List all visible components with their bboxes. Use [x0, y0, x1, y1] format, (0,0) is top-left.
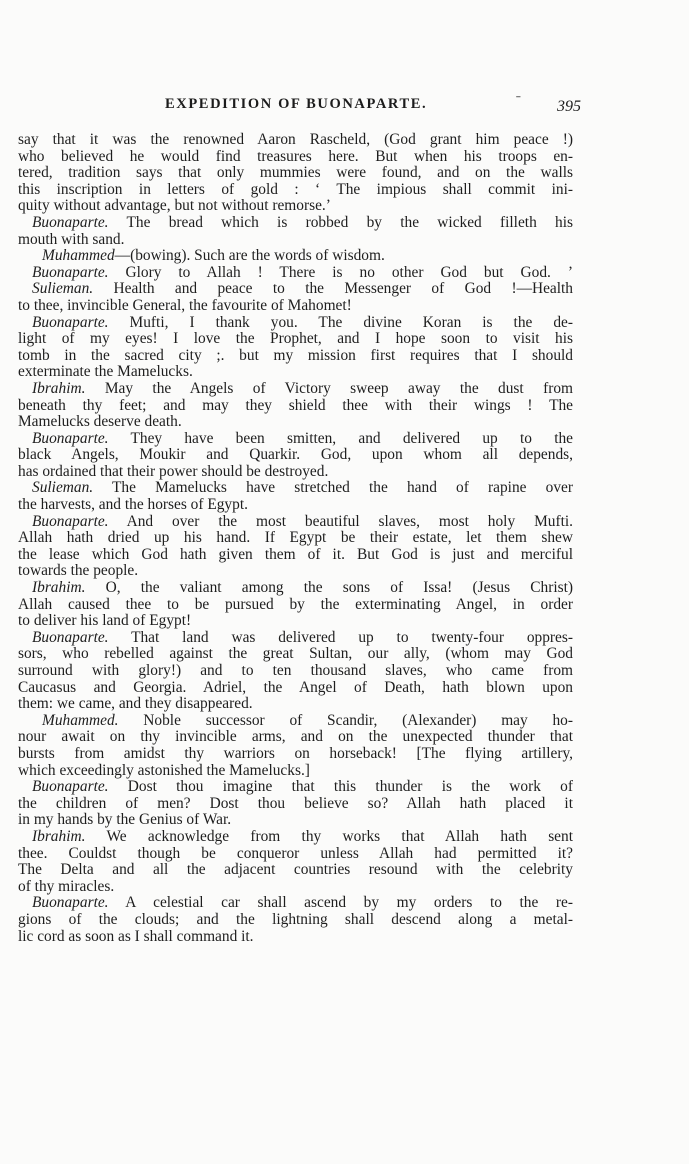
line-text: Mufti, I thank you. The divine Koran is the de-	[108, 313, 573, 331]
text-line	[18, 298, 573, 315]
line-text: the harvests, and the horses of Egypt.	[18, 496, 248, 514]
line-text: And over the most beautiful slaves, most holy Mufti.	[108, 512, 573, 530]
text-line	[18, 232, 573, 249]
text-line	[18, 248, 573, 265]
line-text: Allah hath dried up his hand. If Egypt be their estate, let them shew	[18, 529, 573, 547]
line-text: surround with glory!) and to ten thousand slaves, who came from	[18, 662, 573, 679]
line-text: to deliver his land of Egypt!	[18, 612, 192, 630]
text-line	[18, 862, 573, 879]
text-line	[18, 315, 573, 332]
text-line	[18, 796, 573, 813]
running-head: EXPEDITION OF BUONAPARTE.	[165, 96, 428, 112]
line-text: The Mamelucks have stretched the hand of rapine over	[93, 479, 573, 497]
line-text: black Angels, Moukir and Quarkir. God, upon whom all depends,	[18, 446, 573, 464]
line-text: who believed he would find treasures here. But when his troops en-	[18, 147, 573, 165]
text-line	[18, 895, 573, 912]
text-line	[18, 464, 573, 481]
line-text: A celestial car shall ascend by my orders to the re-	[108, 894, 573, 912]
speaker-name: Buonaparte.	[32, 628, 109, 646]
text-line	[18, 580, 573, 597]
speaker-name: Muhammed.	[42, 711, 119, 729]
line-text: nour await on thy invincible arms, and on the unexpected thunder that	[18, 728, 573, 746]
speaker-name: Buonaparte.	[32, 894, 109, 912]
text-line	[18, 281, 573, 298]
text-line	[18, 812, 573, 829]
text-line	[18, 563, 573, 580]
line-text: sors, who rebelled against the great Sultan, our ally, (whom may God	[18, 645, 573, 663]
line-text: tomb in the sacred city ;. but my mission first requires that I should	[18, 346, 573, 364]
text-line	[18, 530, 573, 547]
text-line	[18, 149, 573, 166]
text-line	[18, 198, 573, 215]
text-line	[18, 646, 573, 663]
text-line	[18, 132, 573, 149]
speaker-name: Buonaparte.	[32, 512, 109, 530]
text-line	[18, 663, 573, 680]
text-line	[18, 779, 573, 796]
speaker-name: Buonaparte.	[32, 213, 109, 231]
text-line	[18, 480, 573, 497]
text-line	[18, 746, 573, 763]
page-header	[30, 96, 590, 120]
text-line	[18, 165, 573, 182]
text-line	[18, 763, 573, 780]
body-text	[18, 132, 573, 945]
line-text: them: we came, and they disappeared.	[18, 695, 253, 713]
line-text: the lease which God hath given them of it. But God is just and merciful	[18, 545, 573, 563]
speaker-name: Muhammed	[42, 247, 115, 265]
speaker-name: Sulieman.	[32, 479, 94, 497]
text-line	[18, 547, 573, 564]
line-text: —(bowing). Such are the words of wisdom.	[114, 247, 385, 265]
line-text: lic cord as soon as I shall command it.	[18, 927, 254, 945]
text-line	[18, 680, 573, 697]
text-line	[18, 713, 573, 730]
line-text: towards the people.	[18, 562, 139, 580]
line-text: thee. Couldst though be conqueror unless Allah had permitted it?	[18, 844, 573, 862]
line-text: of thy miracles.	[18, 877, 115, 895]
text-line	[18, 348, 573, 365]
line-text: We acknowledge from thy works that Allah hath sent	[85, 827, 573, 845]
text-line	[18, 215, 573, 232]
speaker-name: Buonaparte.	[32, 313, 109, 331]
text-line	[18, 431, 573, 448]
line-text: O, the valiant among the sons of Issa! (Jesus Christ)	[85, 579, 573, 597]
speaker-name: Buonaparte.	[32, 263, 109, 281]
line-text: bursts from amidst thy warriors on horseback! [The flying artillery,	[18, 744, 573, 762]
text-line	[18, 696, 573, 713]
text-line	[18, 497, 573, 514]
text-line	[18, 447, 573, 464]
line-text: the children of men? Dost thou believe so? Allah hath placed it	[18, 794, 573, 812]
line-text: say that it was the renowned Aaron Rascheld, (God grant him peace !)	[18, 131, 573, 148]
line-text: to thee, invincible General, the favourite of Mahomet!	[18, 296, 352, 314]
text-line	[18, 829, 573, 846]
line-text: beneath thy feet; and may they shield thee with their wings ! The	[18, 396, 573, 414]
text-line	[18, 879, 573, 896]
line-text: mouth with sand.	[18, 230, 125, 248]
header-mark: ˉ	[516, 94, 521, 109]
text-line	[18, 331, 573, 348]
line-text: Caucasus and Georgia. Adriel, the Angel of Death, hath blown upon	[18, 678, 573, 696]
speaker-name: Buonaparte.	[32, 778, 109, 796]
text-line	[18, 364, 573, 381]
speaker-name: Buonaparte.	[32, 429, 109, 447]
text-line	[18, 398, 573, 415]
text-line	[18, 729, 573, 746]
line-text: Glory to Allah ! There is no other God but God. ’	[108, 263, 573, 281]
line-text: May the Angels of Victory sweep away the dust from	[85, 379, 573, 397]
text-line	[18, 846, 573, 863]
line-text: Health and peace to the Messenger of God !—Health	[93, 280, 573, 298]
speaker-name: Ibrahim.	[32, 579, 86, 597]
page-number: 395	[557, 98, 581, 115]
text-line	[18, 929, 573, 946]
line-text: light of my eyes! I love the Prophet, and I hope soon to visit his	[18, 330, 573, 348]
speaker-name: Sulieman.	[32, 280, 94, 298]
line-text: Noble successor of Scandir, (Alexander) may ho-	[118, 711, 573, 729]
text-line	[18, 265, 573, 282]
line-text: The bread which is robbed by the wicked filleth his	[108, 213, 573, 231]
line-text: Dost thou imagine that this thunder is the work of	[108, 778, 573, 796]
speaker-name: Ibrahim.	[32, 379, 86, 397]
line-text: which exceedingly astonished the Mamelucks.]	[18, 761, 310, 779]
line-text: has ordained that their power should be destroyed.	[18, 462, 329, 480]
line-text: The Delta and all the adjacent countries resound with the celebrity	[18, 861, 573, 879]
line-text: exterminate the Mamelucks.	[18, 363, 193, 381]
line-text: gions of the clouds; and the lightning shall descend along a metal-	[18, 910, 573, 928]
line-text: quity without advantage, but not without remorse.’	[18, 197, 331, 215]
line-text: Allah caused thee to be pursued by the exterminating Angel, in order	[18, 595, 573, 613]
text-line	[18, 514, 573, 531]
text-line	[18, 630, 573, 647]
line-text: in my hands by the Genius of War.	[18, 811, 232, 829]
text-line	[18, 414, 573, 431]
text-line	[18, 912, 573, 929]
text-line	[18, 613, 573, 630]
speaker-name: Ibrahim.	[32, 827, 86, 845]
line-text: tered, tradition says that only mummies were found, and on the walls	[18, 164, 573, 182]
text-line	[18, 381, 573, 398]
line-text: That land was delivered up to twenty-four oppres-	[108, 628, 573, 646]
line-text: Mamelucks deserve death.	[18, 413, 182, 431]
text-line	[18, 182, 573, 199]
line-text: this inscription in letters of gold : ‘ The impious shall commit ini-	[18, 180, 573, 198]
line-text: They have been smitten, and delivered up to the	[108, 429, 573, 447]
text-line	[18, 597, 573, 614]
